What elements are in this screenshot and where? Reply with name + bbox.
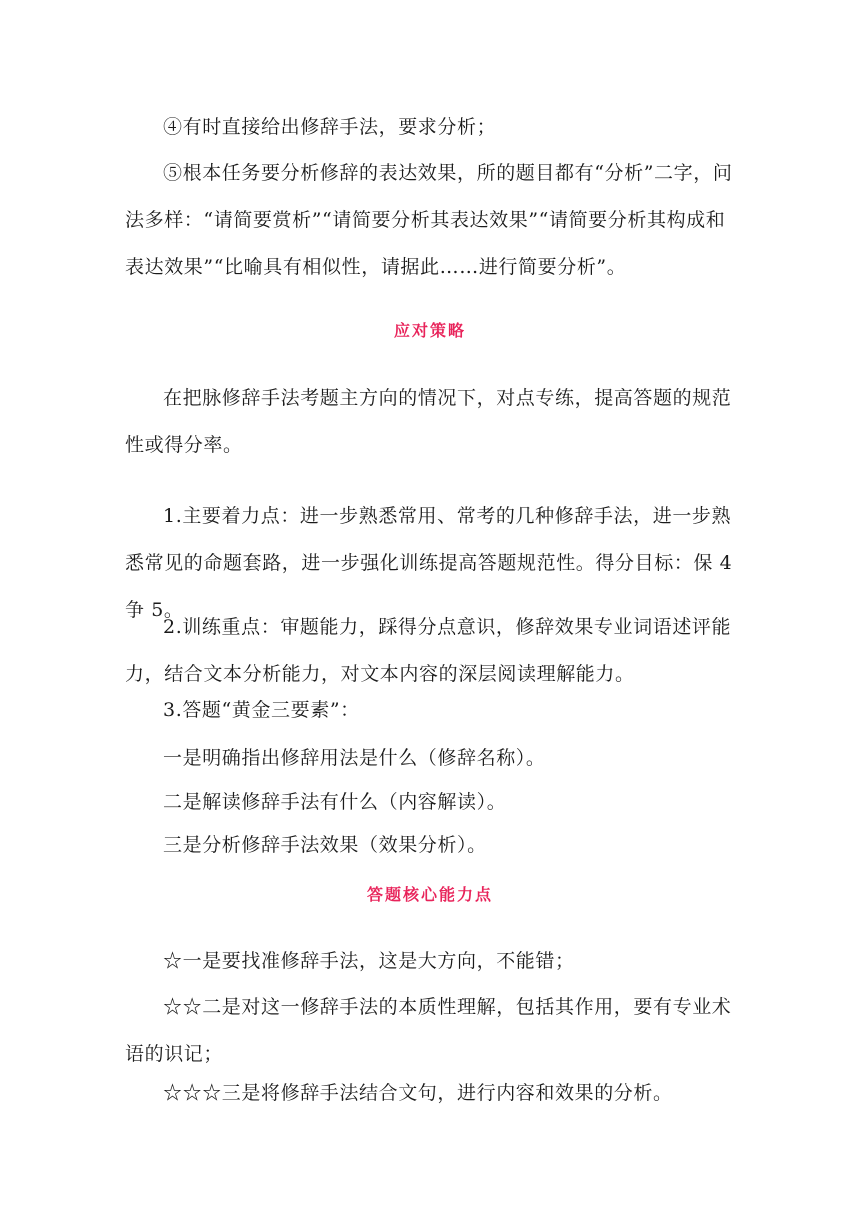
golden-element-1: 一是明确指出修辞用法是什么（修辞名称）。 <box>163 747 546 769</box>
paragraph-item-4: ④有时直接给出修辞手法，要求分析； <box>163 116 497 138</box>
heading-core-ability: 答题核心能力点 <box>366 885 493 904</box>
strategy-point-2: 2.训练重点：审题能力，踩得分点意识，修辞效果专业词语述评能力，结合文本分析能力，对文本内容的深层阅读理解能力。 <box>125 616 732 685</box>
golden-element-2: 二是解读修辞手法有什么（内容解读）。 <box>163 791 507 813</box>
core-point-2: ☆☆二是对这一修辞手法的本质性理解，包括其作用，要有专业术语的识记； <box>125 996 732 1065</box>
strategy-point-1: 1.主要着力点：进一步熟悉常用、常考的几种修辞手法，进一步熟悉常见的命题套路，进一步强化训练提高答题规范性。得分目标：保 4 争 5。 <box>125 505 733 621</box>
paragraph-item-5: ⑤根本任务要分析修辞的表达效果，所的题目都有“分析”二字，问法多样：“请简要赏析”“请简要分析其表达效果”“请简要分析其构成和表达效果”“比喻具有相似性，请据此……进行简要分析”。 <box>125 162 733 278</box>
golden-element-3: 三是分析修辞手法效果（效果分析）。 <box>163 834 487 856</box>
core-point-1: ☆一是要找准修辞手法，这是大方向，不能错； <box>163 950 575 972</box>
core-point-3: ☆☆☆三是将修辞手法结合文句，进行内容和效果的分析。 <box>163 1082 673 1104</box>
strategy-intro: 在把脉修辞手法考题主方向的情况下，对点专练，提高答题的规范性或得分率。 <box>125 387 732 456</box>
strategy-point-3: 3.答题“黄金三要素”： <box>163 699 360 721</box>
heading-strategy: 应对策略 <box>393 321 466 340</box>
